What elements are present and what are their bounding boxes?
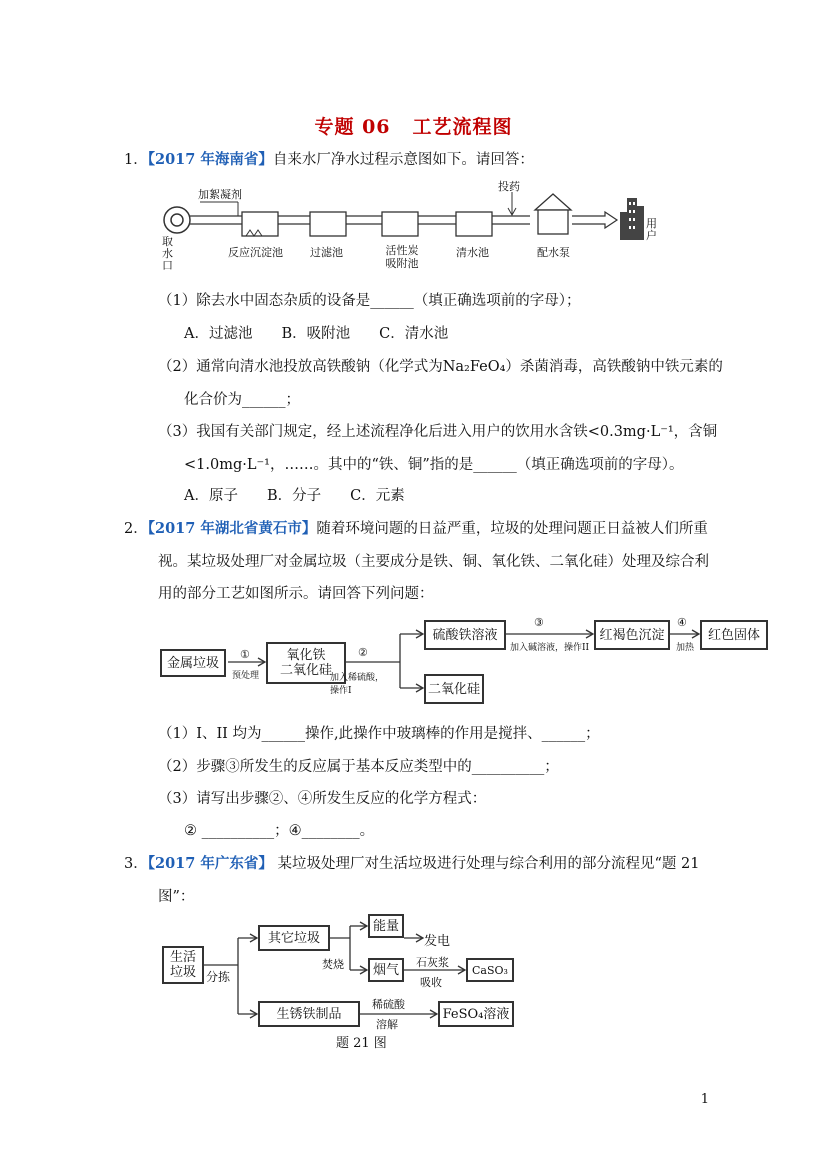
additive-flocculant-label: 加絮凝剂	[198, 188, 242, 201]
lime-label: 石灰浆	[416, 956, 449, 969]
q1-sub1: （1）除去水中固态杂质的设备是______（填正确选项前的字母）；	[158, 293, 581, 309]
acid-label: 稀硫酸	[372, 998, 405, 1011]
figure-caption: 题 21 图	[336, 1036, 387, 1051]
box-feso4-solution: FeSO₄溶液	[438, 1001, 514, 1027]
tank-label-4: 清水池	[456, 246, 489, 259]
tank-label-2: 过滤池	[310, 246, 343, 259]
q3-stem-1: 3．【2017 年广东省】 某垃圾处理厂对生活垃圾进行处理与综合利用的部分流程见“题 21	[124, 855, 700, 872]
user-label: 用户	[646, 217, 657, 242]
box-ferric-sulfate: 硫酸铁溶液	[424, 620, 506, 650]
box-household-waste: 生活 垃圾	[162, 946, 204, 984]
q2-stem-3: 用的部分工艺如图所示。请回答下列问题：	[158, 586, 434, 602]
box-flue-gas: 烟气	[368, 958, 404, 982]
step1-label: 预处理	[232, 671, 260, 681]
burn-label: 焚烧	[322, 958, 344, 971]
q1-sub2b: 化合价为______；	[184, 392, 300, 408]
box-rusted-iron: 生锈铁制品	[258, 1001, 360, 1027]
q2-sub2: （2）步骤③所发生的反应属于基本反应类型中的__________；	[158, 759, 559, 775]
tank-label-5: 配水泵	[537, 246, 570, 259]
q2-stem-1: 2．【2017 年湖北省黄石市】随着环境问题的日益严重，垃圾的处理问题正日益被人们所重	[124, 520, 708, 537]
box-iron-oxide-silica: 氧化铁 二氧化硅	[266, 642, 346, 684]
q3-stem-2: 图”：	[158, 889, 195, 905]
step1-marker: ①	[240, 648, 250, 661]
q1-sub3b: <1.0mg·L⁻¹，……。其中的“铁、铜”指的是______（填正确选项前的字母）。	[184, 457, 684, 473]
q1-diagram	[160, 180, 680, 275]
additive-drug-label: 投药	[498, 180, 520, 193]
step4-label: 加热	[676, 643, 695, 653]
step4-marker: ④	[677, 616, 687, 629]
page-title: 专题 06 工艺流程图	[314, 116, 513, 138]
q2-stem-2: 视。某垃圾处理厂对金属垃圾（主要成分是铁、铜、氧化铁、二氧化硅）处理及综合利	[158, 554, 709, 570]
step2-marker: ②	[358, 646, 368, 659]
q1-sub3a: （3）我国有关部门规定，经上述流程净化后进入用户的饮用水含铁<0.3mg·L⁻¹，含铜	[158, 424, 718, 440]
q3-diagram	[160, 918, 540, 1052]
dissolve-label: 溶解	[376, 1018, 398, 1031]
power-label: 发电	[424, 934, 451, 949]
q2-sub3b: ② __________；④________。	[184, 823, 375, 839]
q2-sub1: （1）I、II 均为______操作,此操作中玻璃棒的作用是搅拌、______；	[158, 726, 600, 742]
q2-diagram	[160, 612, 780, 712]
step3-marker: ③	[534, 616, 544, 629]
q2-sub3: （3）请写出步骤②、④所发生反应的化学方程式：	[158, 791, 487, 807]
absorb-label: 吸收	[420, 976, 442, 989]
step2-label: 加入稀硫酸，操作I	[330, 673, 385, 696]
q1-stem: 1．【2017 年海南省】自来水厂净水过程示意图如下。请回答：	[124, 151, 534, 168]
box-red-solid: 红色固体	[700, 620, 768, 650]
step3-label: 加入碱溶液，操作II	[510, 643, 590, 653]
box-caso3: CaSO₃	[466, 958, 514, 982]
tank-label-1: 反应沉淀池	[228, 246, 283, 259]
q1-sub2a: （2）通常向清水池投放高铁酸钠（化学式为Na₂FeO₄）杀菌消毒，高铁酸钠中铁元素的	[158, 359, 723, 375]
box-other-waste: 其它垃圾	[258, 925, 330, 951]
intake-label: 取水口	[162, 235, 173, 272]
box-energy: 能量	[368, 914, 404, 938]
tank-label-3: 活性炭吸附池	[385, 244, 419, 270]
page-number: 1	[700, 1092, 709, 1107]
q1-sub3-options: A．原子 B．分子 C．元素	[184, 488, 405, 504]
sort-label: 分拣	[206, 970, 231, 984]
box-red-brown-precipitate: 红褐色沉淀	[594, 620, 670, 650]
box-metal-waste: 金属垃圾	[160, 649, 226, 677]
q1-sub1-options: A．过滤池 B．吸附池 C．清水池	[184, 326, 449, 342]
box-silica: 二氧化硅	[424, 674, 484, 704]
